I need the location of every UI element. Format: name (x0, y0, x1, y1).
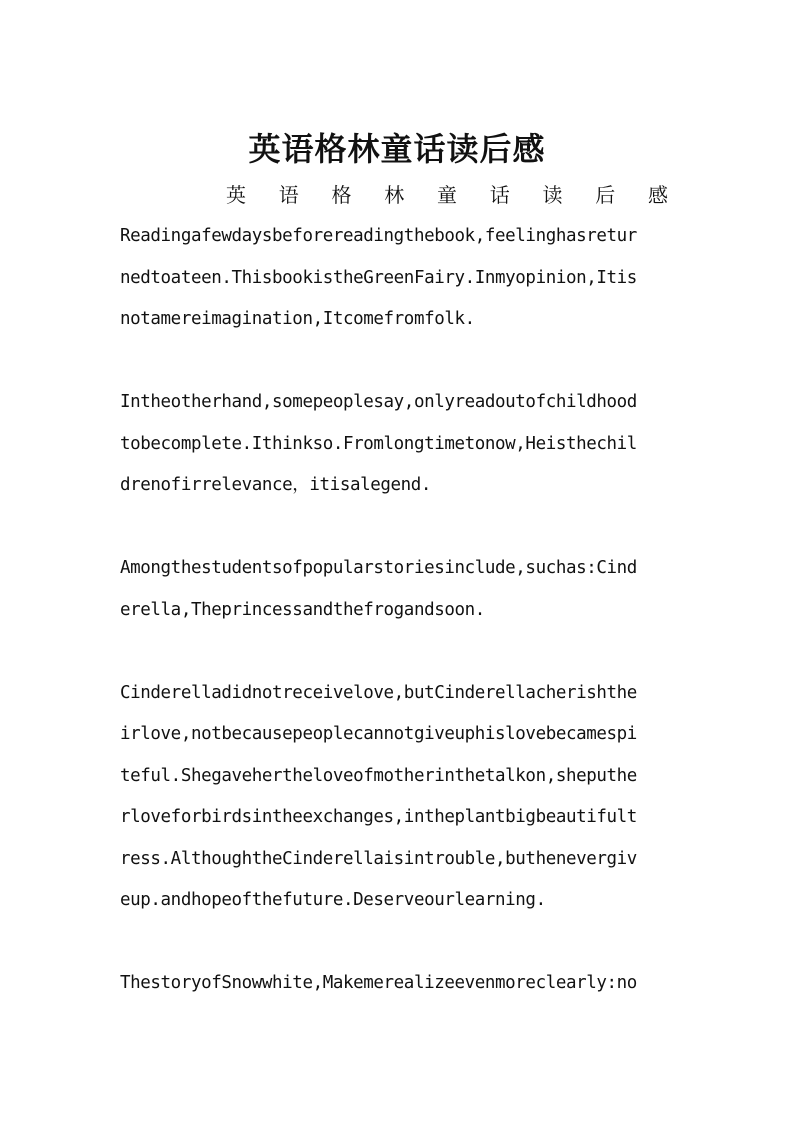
text-line: nedtoateen.ThisbookistheGreenFairy.Inmyopinion,Itis (120, 267, 637, 288)
subtitle-char: 感 (648, 183, 668, 207)
text-line: irlove,notbecausepeoplecannotgiveuphislovebecamespi (120, 724, 637, 744)
text-line: eup.andhopeofthefuture.Deserveourlearning. (120, 890, 546, 910)
paragraph (120, 387, 668, 512)
text-line: Readingafewdaysbeforereadingthebook,feelinghasretur (120, 226, 637, 246)
text-line: Intheotherhand,somepeoplesay,onlyreadoutofchildhood (120, 392, 637, 412)
text-line: notamereimagination,Itcomefromfolk. (120, 309, 475, 329)
paragraph (120, 221, 668, 346)
document-subtitle (120, 180, 668, 210)
subtitle-char: 英 (226, 183, 246, 207)
text-line: Amongthestudentsofpopularstoriesinclude,suchas:Cind (120, 558, 637, 578)
subtitle-char: 后 (595, 183, 616, 207)
text-line: teful.Shegavehertheloveofmotherinthetalkon,sheputhe (120, 765, 637, 786)
subtitle-char: 读 (542, 183, 563, 207)
paragraph (120, 553, 668, 636)
text-line: rloveforbirdsintheexchanges,intheplantbigbeautifult (120, 807, 637, 827)
subtitle-char: 语 (278, 183, 299, 207)
subtitle-char: 林 (384, 183, 405, 207)
subtitle-char: 话 (489, 183, 510, 207)
text-line: drenofirrelevance，itisalegend. (120, 475, 432, 495)
text-line: ress.AlthoughtheCinderellaisintrouble,buthenevergiv (120, 848, 637, 869)
text-line: tobecomplete.Ithinkso.Fromlongtimetonow,Heisthechil (120, 433, 637, 454)
document-title: 英语格林童话读后感 (248, 130, 546, 169)
text-line: Cinderelladidnotreceivelove,butCinderellacherishthe (120, 682, 637, 703)
subtitle-char: 格 (331, 183, 352, 207)
subtitle-char: 童 (437, 183, 457, 207)
text-line: erella,Theprincessandthefrogandsoon. (120, 599, 485, 620)
document-body (120, 221, 668, 1051)
paragraph (120, 968, 668, 1010)
text-line: ThestoryofSnowwhite,Makemerealizeevenmoreclearly:no (120, 973, 637, 993)
paragraph (120, 678, 668, 927)
